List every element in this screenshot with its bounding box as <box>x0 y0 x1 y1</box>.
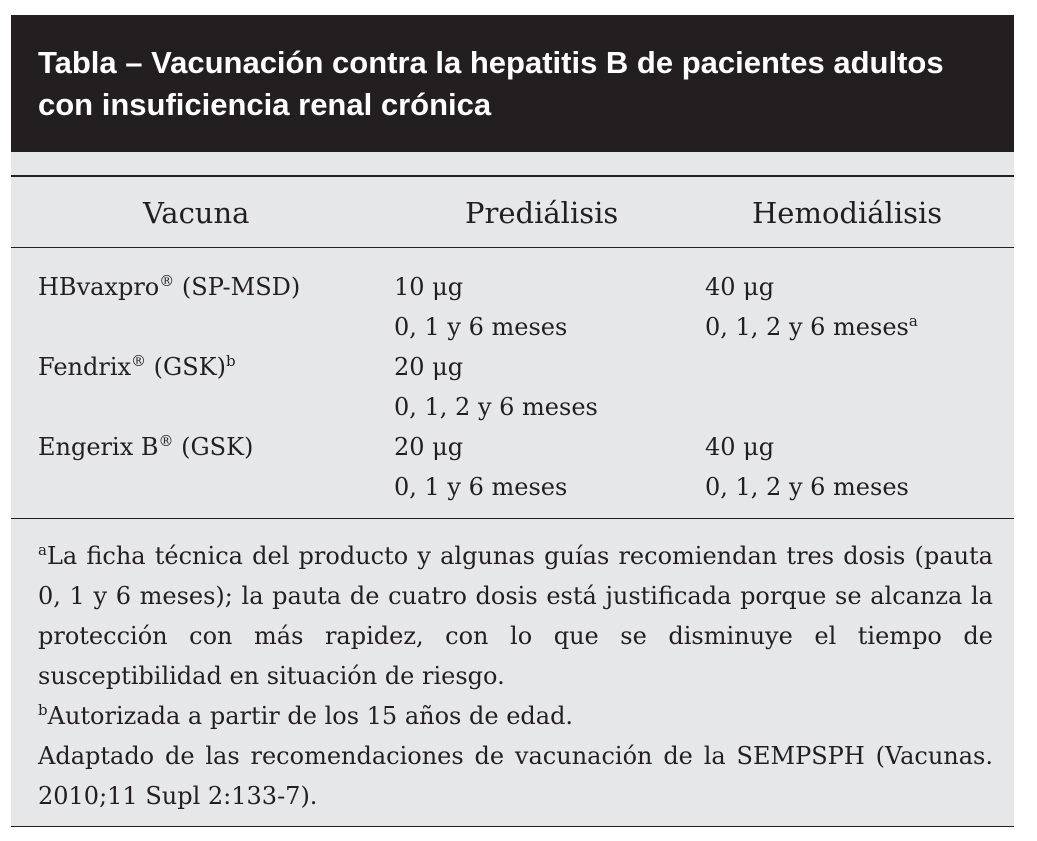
row-1-vaccine <box>38 267 300 307</box>
row-1-hemo-schedule <box>705 307 918 347</box>
row-3-vaccine <box>38 427 253 467</box>
vaccine-maker: (GSK) <box>146 353 226 381</box>
row-3-hemo-schedule: 0, 1, 2 y 6 meses <box>705 473 909 501</box>
body-rule <box>11 518 1014 519</box>
header-rule <box>11 247 1014 248</box>
row-2-pre-schedule: 0, 1, 2 y 6 meses <box>394 393 598 421</box>
registered-mark: ® <box>159 272 175 290</box>
table-title: Tabla – Vacunación contra la hepatitis B de pacientes adultos con insuficiencia renal crónica <box>38 45 944 122</box>
footnote-text: La ficha técnica del producto y algunas guías recomiendan tres dosis (pauta 0, 1 y 6 meses); la pauta de cuatro dosis está justificada porque se alcanza la protección con más rapidez, con lo que se disminuye el tiempo de susceptibilidad en situación de riesgo. <box>38 542 993 690</box>
footnote-b <box>38 696 993 736</box>
vaccine-name: Fendrix <box>38 353 132 381</box>
header-predialysis: Prediálisis <box>465 196 619 230</box>
vaccine-name: HBvaxpro <box>38 273 160 301</box>
row-3-hemo-dose: 40 μg <box>705 433 775 461</box>
registered-mark: ® <box>131 352 147 370</box>
schedule-text: 0, 1, 2 y 6 meses <box>705 313 909 341</box>
row-1-hemo-dose: 40 μg <box>705 273 775 301</box>
vaccine-maker: (SP-MSD) <box>174 273 301 301</box>
footnote-a <box>38 536 993 696</box>
source-note: Adaptado de las recomendaciones de vacunación de la SEMPSPH (Vacunas. 2010;11 Supl 2:133-7). <box>38 742 993 810</box>
footnote-ref-b: b <box>225 352 236 370</box>
row-3-pre-dose: 20 μg <box>394 433 464 461</box>
header-vaccine: Vacuna <box>143 196 250 230</box>
header-hemodialysis: Hemodiálisis <box>752 196 943 230</box>
bottom-rule <box>11 826 1014 827</box>
registered-mark: ® <box>158 432 174 450</box>
row-2-pre-dose: 20 μg <box>394 353 464 381</box>
vaccine-name: Engerix B <box>38 433 159 461</box>
row-3-pre-schedule: 0, 1 y 6 meses <box>394 473 568 501</box>
row-2-vaccine <box>38 347 236 387</box>
row-1-pre-dose: 10 μg <box>394 273 464 301</box>
row-1-pre-schedule: 0, 1 y 6 meses <box>394 313 568 341</box>
footnote-mark: b <box>38 701 48 719</box>
footnote-ref-a: a <box>908 312 918 330</box>
footnote-text: Autorizada a partir de los 15 años de edad. <box>47 702 574 730</box>
footnotes <box>38 536 993 816</box>
vaccine-maker: (GSK) <box>173 433 254 461</box>
top-rule <box>11 175 1014 177</box>
footnote-mark: a <box>38 541 47 559</box>
